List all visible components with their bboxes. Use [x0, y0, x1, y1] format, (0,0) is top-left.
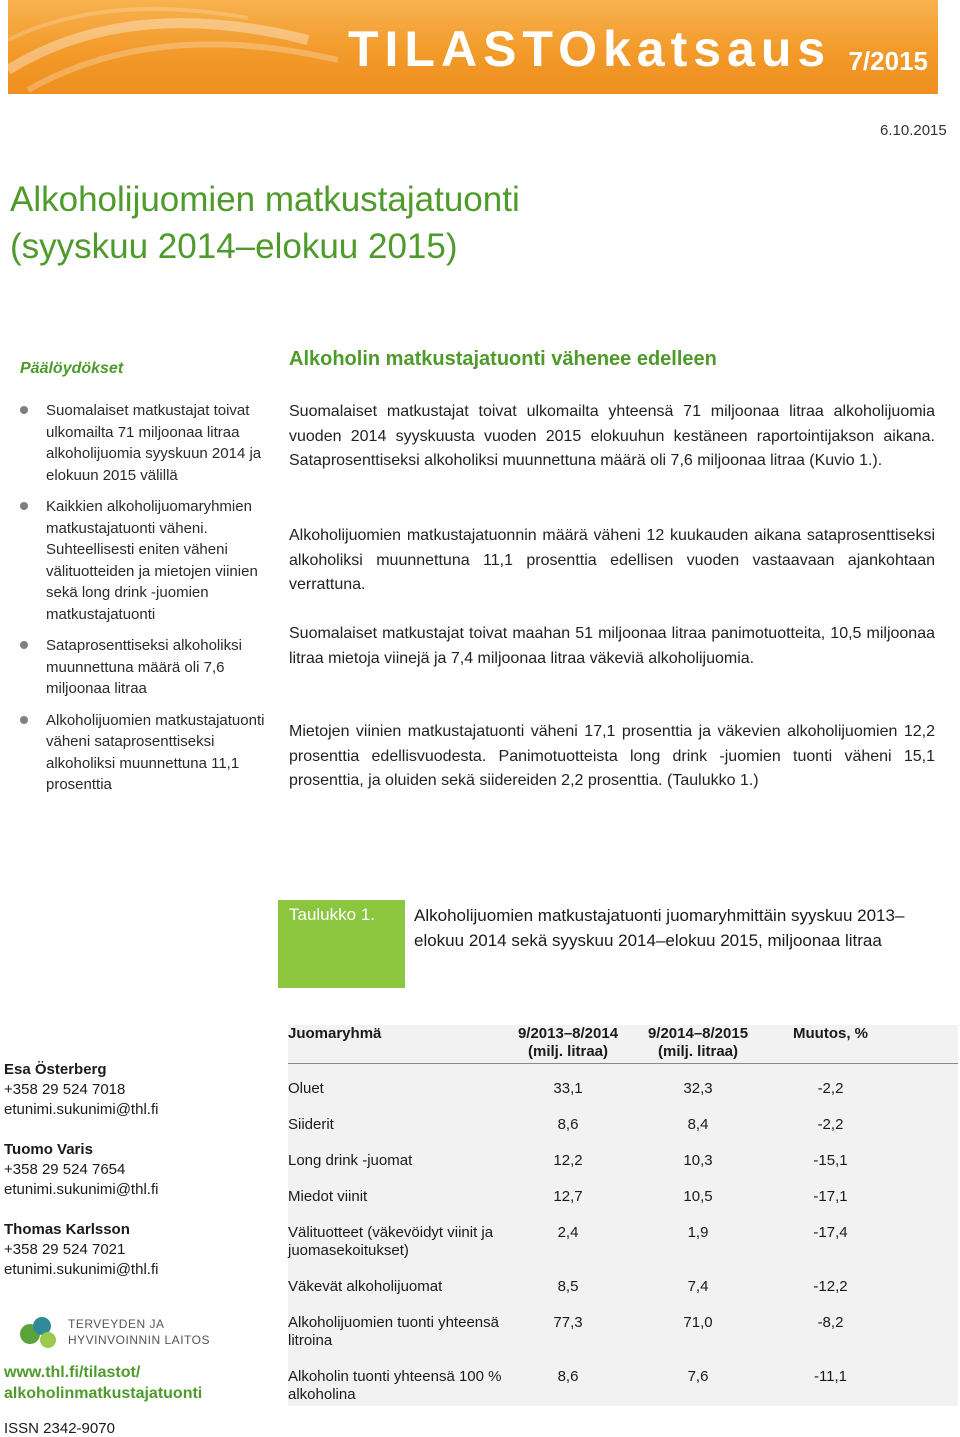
highlight-text: Suomalaiset matkustajat toivat ulkomailta 71 miljoonaa litraa alkoholijuomia syyskuun 2014 ja elokuun 2015 välillä: [46, 402, 262, 484]
cell-value: 12,2: [553, 1152, 583, 1169]
cell-value: 8,6: [557, 1368, 579, 1385]
contact-person: [4, 1060, 264, 1120]
contact-name: Esa Österberg: [4, 1061, 107, 1078]
contact-person: [4, 1140, 264, 1200]
thl-logo-line-2: HYVINVOINNIN LAITOS: [68, 1333, 210, 1347]
paragraph-3: Suomalaiset matkustajat toivat maahan 51 miljoonaa litraa panimotuotteita, 10,5 miljoonaa litraa mietoja viinejä ja 7,4 miljoonaa litraa väkeviä alkoholijuomia.: [289, 625, 935, 667]
cell-group: Alkoholin tuonti yhteensä 100 % alkoholina: [288, 1368, 502, 1403]
bullet-icon: [20, 502, 28, 510]
web-link-line-1[interactable]: www.thl.fi/tilastot/: [4, 1364, 141, 1381]
cell-group: Alkoholijuomien tuonti yhteensä litroina: [288, 1314, 499, 1349]
paragraph-4: Mietojen viinien matkustajatuonti väheni 17,1 prosenttia ja väkevien alkoholijuomien 12,2 prosenttia edellisvuodesta. Panimotuotteista long drink -juomien tuonti väheni 15,1 prosenttia, ja oluiden sekä siidereiden 2,2 prosenttia. (Taulukko 1.): [289, 723, 935, 789]
cell-change: -17,1: [813, 1188, 848, 1205]
table-caption-text: Alkoholijuomien matkustajatuonti juomaryhmittäin syyskuu 2013–elokuu 2014 sekä syyskuu 2014–elokuu 2015, miljoonaa litraa: [414, 906, 905, 950]
statistics-web-link[interactable]: [4, 1362, 264, 1404]
bullet-icon: [20, 716, 28, 724]
cell-change: -12,2: [813, 1278, 848, 1295]
contact-phone: +358 29 524 7018: [4, 1081, 126, 1098]
cell-group: Long drink -juomat: [288, 1152, 413, 1169]
section-heading: Alkoholin matkustajatuonti vähenee edelleen: [289, 348, 717, 370]
cell-value: 7,4: [687, 1278, 709, 1295]
cell-change: -15,1: [813, 1152, 848, 1169]
cell-value: 12,7: [553, 1188, 583, 1205]
table-row: [288, 1100, 958, 1136]
thl-logo-text: [68, 1316, 210, 1348]
header-period-2013-2014: 9/2013–8/2014 (milj. litraa): [503, 1025, 633, 1064]
highlight-item: [20, 635, 265, 700]
table-row: [288, 1262, 958, 1298]
cell-change: -2,2: [817, 1116, 844, 1133]
cell-change: -8,2: [817, 1314, 844, 1331]
cell-value: 1,9: [687, 1224, 709, 1241]
contact-phone: +358 29 524 7654: [4, 1161, 126, 1178]
cell-value: 8,4: [687, 1116, 709, 1133]
table-header-row: [288, 1025, 958, 1064]
highlight-text: Kaikkien alkoholijuomaryhmien matkustajatuonti väheni. Suhteellisesti eniten väheni välituotteiden ja mietojen viinien sekä long drink -juomien matkustajatuonti: [46, 498, 258, 623]
paragraph-1: Suomalaiset matkustajat toivat ulkomailta yhteensä 71 miljoonaa litraa alkoholijuomia vuoden 2014 syyskuusta vuoden 2015 elokuuhun kestäneen raportointijakson aikana. Sataprosenttiseksi alkoholiksi muunnettuna määrä oli 7,6 miljoonaa litraa (Kuvio 1.).: [289, 403, 935, 469]
page-title: [10, 176, 910, 270]
cell-change: -17,4: [813, 1224, 848, 1241]
cell-value: 2,4: [557, 1224, 579, 1241]
header-change: Muutos, %: [763, 1025, 898, 1064]
cell-group: Siiderit: [288, 1116, 334, 1133]
cell-group: Oluet: [288, 1080, 324, 1097]
publication-date: 6.10.2015: [880, 122, 947, 139]
cell-value: 10,5: [683, 1188, 713, 1205]
contact-email[interactable]: etunimi.sukunimi@thl.fi: [4, 1181, 159, 1198]
bullet-icon: [20, 406, 28, 414]
contact-phone: +358 29 524 7021: [4, 1241, 126, 1258]
table-caption-label: Taulukko 1.: [289, 905, 375, 924]
web-link-line-2[interactable]: alkoholinmatkustajatuonti: [4, 1385, 203, 1402]
contact-email[interactable]: etunimi.sukunimi@thl.fi: [4, 1261, 159, 1278]
contact-name: Tuomo Varis: [4, 1141, 93, 1158]
table-row: [288, 1298, 958, 1352]
table-row: [288, 1136, 958, 1172]
highlight-text: Sataprosenttiseksi alkoholiksi muunnettuna määrä oli 7,6 miljoonaa litraa: [46, 637, 242, 697]
table-row: [288, 1208, 958, 1262]
highlights-heading: Päälöydökset: [20, 360, 124, 377]
cell-value: 71,0: [683, 1314, 713, 1331]
issue-number: 7/2015: [848, 46, 928, 76]
contact-person: [4, 1220, 264, 1280]
cell-change: -2,2: [817, 1080, 844, 1097]
highlights-list: [20, 400, 265, 806]
thl-logo-line-1: TERVEYDEN JA: [68, 1317, 165, 1331]
cell-value: 8,5: [557, 1278, 579, 1295]
cell-group: Miedot viinit: [288, 1188, 368, 1205]
paragraph-2: Alkoholijuomien matkustajatuonnin määrä väheni 12 kuukauden aikana sataprosenttiseksi alkoholiksi muunnettuna 11,1 prosenttia edellisen vuoden vastaavaan ajankohtaan verrattuna.: [289, 527, 935, 593]
issn: ISSN 2342-9070: [4, 1420, 115, 1437]
table-row: [288, 1352, 958, 1406]
table-row: [288, 1172, 958, 1208]
contacts: [4, 1060, 264, 1300]
cell-value: 32,3: [683, 1080, 713, 1097]
contact-name: Thomas Karlsson: [4, 1221, 130, 1238]
page-title-line-2: (syyskuu 2014–elokuu 2015): [10, 227, 458, 266]
data-table: [288, 1025, 958, 1406]
cell-value: 8,6: [557, 1116, 579, 1133]
thl-logo-icon: [16, 1312, 60, 1352]
highlight-item: [20, 710, 265, 796]
contact-email[interactable]: etunimi.sukunimi@thl.fi: [4, 1101, 159, 1118]
highlight-text: Alkoholijuomien matkustajatuonti väheni sataprosenttiseksi alkoholiksi muunnettuna 11,1 prosenttia: [46, 711, 265, 793]
header-period-2014-2015: 9/2014–8/2015 (milj. litraa): [633, 1025, 763, 1064]
cell-value: 7,6: [687, 1368, 709, 1385]
cell-value: 77,3: [553, 1314, 583, 1331]
cell-value: 10,3: [683, 1152, 713, 1169]
table-row: [288, 1064, 958, 1101]
cell-change: -11,1: [813, 1368, 848, 1385]
bullet-icon: [20, 641, 28, 649]
banner-title: TILASTOkatsaus: [348, 21, 832, 77]
header-beverage-group: Juomaryhmä: [288, 1025, 503, 1064]
cell-value: 33,1: [553, 1080, 583, 1097]
highlight-item: [20, 496, 265, 625]
thl-logo: [16, 1312, 246, 1352]
cell-group: Väkevät alkoholijuomat: [288, 1278, 443, 1295]
page-title-line-1: Alkoholijuomien matkustajatuonti: [10, 180, 520, 219]
cell-group: Välituotteet (väkevöidyt viinit ja juomasekoitukset): [288, 1224, 494, 1259]
header-banner: [8, 0, 938, 94]
highlight-item: [20, 400, 265, 486]
